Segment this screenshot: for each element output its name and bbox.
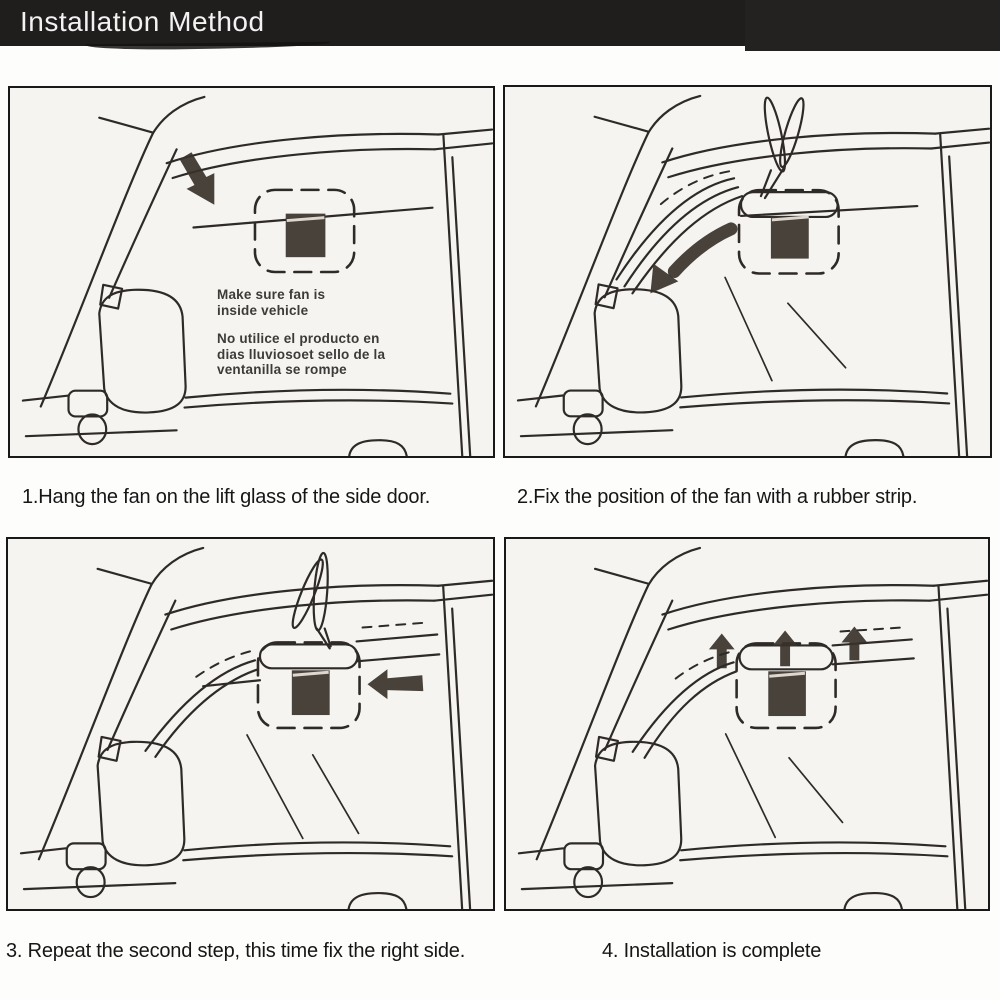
header-bar-extension: [745, 0, 1000, 51]
car-door-drawing-step1: [10, 88, 493, 456]
fan-unit: [255, 190, 354, 272]
fan-unit: [739, 190, 839, 273]
figure-panel-4: [504, 537, 990, 911]
note-line: dias lluviosoet sello de la: [217, 346, 386, 362]
ink-smudge: [85, 42, 330, 51]
note-line: ventanilla se rompe: [217, 362, 347, 377]
rubber-strip-left: [145, 651, 258, 756]
car-door-drawing-step4: [506, 539, 988, 909]
glass-reflection: [726, 734, 775, 837]
glass-reflection: [725, 277, 772, 380]
figure-note-english: [217, 287, 325, 318]
figure-panel-1: [8, 86, 495, 458]
note-line: Make sure fan is: [217, 287, 326, 302]
glass-reflection: [247, 735, 303, 838]
note-line: inside vehicle: [217, 302, 309, 318]
down-right-arrow-icon: [180, 152, 215, 204]
car-door-drawing-step2: [505, 87, 990, 456]
note-line: No utilice el producto en: [217, 331, 380, 346]
glass-reflection: [789, 758, 842, 823]
scissors-icon: [288, 553, 331, 649]
glass-reflection: [313, 755, 359, 834]
curved-arrow-icon: [650, 229, 731, 293]
fan-unit: [258, 642, 360, 728]
car-door-drawing-step3: [8, 539, 493, 909]
rubber-strip-right: [357, 623, 440, 662]
caption-step-4: 4. Installation is complete: [602, 940, 822, 962]
caption-step-2: 2.Fix the position of the fan with a rubber strip.: [517, 486, 918, 508]
rubber-strip-right: [833, 628, 914, 665]
figure-note-spanish: [217, 331, 385, 378]
caption-step-1: 1.Hang the fan on the lift glass of the side door.: [22, 486, 431, 508]
header-bar: [0, 0, 1000, 46]
page-title: Installation Method: [20, 6, 265, 37]
figure-panel-3: [6, 537, 495, 911]
figure-panel-2: [503, 85, 992, 458]
scissors-icon: [761, 96, 808, 198]
caption-step-3: 3. Repeat the second step, this time fix the right side.: [6, 940, 466, 962]
up-arrow-icon: [772, 631, 798, 667]
left-arrow-icon: [368, 669, 424, 699]
glass-top-edge: [741, 206, 917, 216]
glass-reflection: [788, 303, 846, 367]
